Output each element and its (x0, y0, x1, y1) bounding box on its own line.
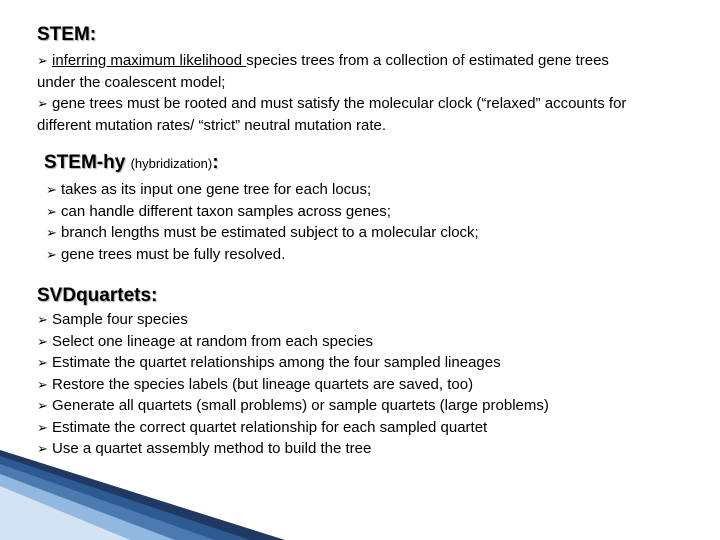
arrow-bullet-icon: ➢ (46, 203, 57, 219)
list-item: ➢ Generate all quartets (small problems) or sample quartets (large problems) (37, 395, 698, 417)
decorative-swoosh (0, 450, 720, 540)
list-item-continuation: different mutation rates/ “strict” neutral mutation rate. (37, 116, 387, 134)
list-item: ➢ branch lengths must be estimated subject to a molecular clock; (46, 222, 698, 244)
list-item: ➢ Estimate the quartet relationships among the four sampled lineages (37, 352, 698, 374)
list-item: ➢ takes as its input one gene tree for each locus; (46, 179, 698, 201)
list-item: ➢ Restore the species labels (but lineage quartets are saved, too) (37, 374, 698, 396)
stem-bullet-list (37, 50, 698, 136)
list-item: ➢ can handle different taxon samples across genes; (46, 201, 698, 223)
stem-hy-subheading: (hybridization) (130, 156, 213, 171)
list-item: ➢ gene trees must be rooted and must satisfy the molecular clock (“relaxed” accounts for (37, 93, 698, 115)
arrow-bullet-icon: ➢ (37, 312, 48, 327)
list-item: ➢ Use a quartet assembly method to build the tree (37, 438, 698, 460)
arrow-bullet-icon: ➢ (37, 355, 48, 370)
stem-heading: STEM: (37, 24, 97, 45)
list-item: ➢ Estimate the correct quartet relationship for each sampled quartet (37, 417, 698, 439)
svdquartets-heading: SVDquartets: (37, 285, 158, 306)
arrow-bullet-icon: ➢ (46, 225, 57, 240)
arrow-bullet-icon: ➢ (37, 419, 48, 435)
arrow-bullet-icon: ➢ (37, 441, 48, 456)
list-item: ➢ Sample four species (37, 309, 698, 331)
arrow-bullet-icon: ➢ (37, 333, 48, 349)
stem-hy-heading: STEM-hy (hybridization): (44, 152, 219, 173)
arrow-bullet-icon: ➢ (37, 398, 48, 413)
list-item: ➢ Select one lineage at random from each species (37, 331, 698, 353)
stem-hy-bullet-list (46, 179, 698, 265)
arrow-bullet-icon: ➢ (37, 376, 48, 392)
list-item-continuation: under the coalescent model; (37, 73, 226, 91)
arrow-bullet-icon: ➢ (46, 182, 57, 197)
arrow-bullet-icon: ➢ (37, 53, 48, 68)
svdquartets-bullet-list (37, 309, 698, 460)
list-item: ➢ gene trees must be fully resolved. (46, 244, 698, 266)
list-item: ➢ inferring maximum likelihood species trees from a collection of estimated gene trees (37, 50, 698, 72)
arrow-bullet-icon: ➢ (46, 246, 57, 262)
arrow-bullet-icon: ➢ (37, 96, 48, 111)
